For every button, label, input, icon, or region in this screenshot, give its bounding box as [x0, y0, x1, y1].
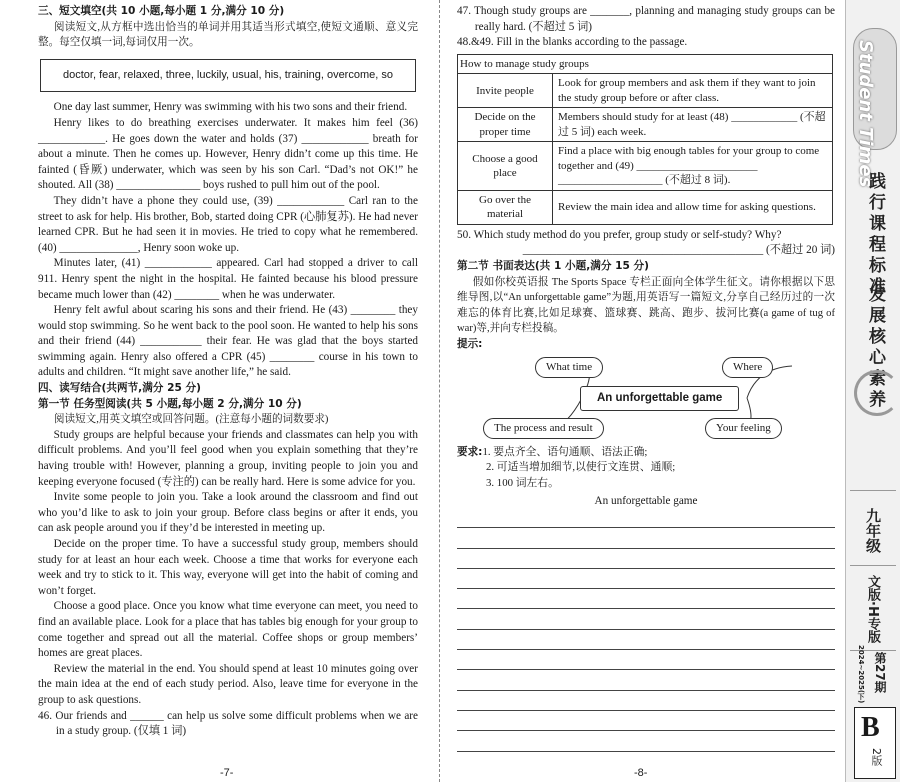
- table-header: How to manage study groups: [458, 54, 833, 74]
- mind-map: [457, 356, 835, 441]
- slogan-1: 践行课程标准: [865, 172, 885, 298]
- section-4-1-instructions: 阅读短文,用英文填空或回答问题。(注意每小题的词数要求): [53, 414, 329, 426]
- edition-label: 文版·H专版: [865, 575, 880, 643]
- cloze-paragraph: Minutes later, (41) ____________ appeared. Carl had stopped a driver to call 911. Henry spent the night in the hospital. He fainted because his blood pressure became much lower than (42) ________ when he was underwater.: [38, 257, 418, 301]
- section-4-title: 四、读写结合(共两节,满分 25 分): [38, 382, 201, 395]
- section-4-2-title: 第二节 书面表达(共 1 小题,满分 15 分): [457, 259, 649, 272]
- sidebar-divider: [850, 565, 896, 566]
- table-step: Decide on the proper time: [458, 108, 553, 142]
- table-row: [458, 142, 833, 191]
- table-row: [458, 108, 833, 142]
- word-box: doctor, fear, relaxed, three, luckily, usual, his, training, overcome, so: [40, 59, 416, 93]
- mind-map-process: The process and result: [483, 418, 604, 440]
- table-step: Go over the material: [458, 190, 553, 224]
- requirement-item: 2. 可适当增加细节,以使行文连贯、通顺;: [486, 461, 676, 474]
- page-divider: [439, 0, 440, 782]
- section-4-2-instructions: 假如你校英语报 The Sports Space 专栏正面向全体学生征文。请你根据以下思维导图,以“An unforgettable game”为题,用英语写一篇短文,分享自己经历过的一次难忘的体育比赛,比如足球赛、篮球赛、跳高、跑步、拔河比赛(a game of tug of war)等,并向专栏投稿。: [457, 276, 835, 335]
- writing-area[interactable]: [457, 508, 835, 752]
- table-row: [458, 74, 833, 108]
- section-3-title: 三、短文填空(共 10 小题,每小题 1 分,满分 10 分): [38, 5, 285, 17]
- section-3-instructions: 阅读短文,从方框中选出恰当的单词并用其适当形式填空,使短文通顺、意义完整。每空仅填一词,每词仅用一次。: [38, 21, 418, 49]
- table-step: Invite people: [458, 74, 553, 108]
- table-row: [458, 190, 833, 224]
- slogan-2: 发展核心素养: [865, 285, 885, 411]
- cloze-passage: [38, 100, 418, 381]
- page-number-right: -8-: [634, 767, 648, 779]
- study-group-table: [457, 54, 833, 225]
- question-50: 50. Which study method do you prefer, group study or self-study? Why?: [457, 228, 782, 241]
- reading-paragraph: Decide on the proper time. To have a successful study group, members should study for at least an hour each week. Choose a time that works for everyone each week and try to stick to it. This way, everyone will get into the habit of coming and won’t forget.: [38, 538, 418, 597]
- right-page: [457, 4, 835, 510]
- mind-map-feeling: Your feeling: [705, 418, 782, 440]
- essay-title: An unforgettable game: [594, 495, 698, 508]
- year-label: 2024~2025(下): [857, 645, 865, 704]
- page-number-left: -7-: [220, 767, 234, 779]
- table-detail: Review the main idea and allow time for asking questions.: [553, 190, 833, 224]
- section-4-1-title: 第一节 任务型阅读(共 5 小题,每小题 2 分,满分 10 分): [38, 397, 302, 410]
- sidebar-divider: [850, 490, 896, 491]
- reading-paragraph: Study groups are helpful because your friends and classmates can help you with difficult problems. And you’ll feel good when you explain something that they’re having trouble with! However, planning a group, inviting people to join you and keeping everyone focused (专注的) can be really hard. Here is some advice for you.: [38, 428, 418, 488]
- reading-paragraph: Choose a good place. Once you know what time everyone can meet, you need to find an available place. Look for a place that has tables big enough for your group to come together and spread out all the material. Coffee shops or group members’ homes are great places.: [38, 600, 418, 660]
- table-detail: Find a place with big enough tables for your group to come together and (49) ______________________ ___________________ (不超过 8 词).: [553, 142, 833, 191]
- question-46: 46. Our friends and ______ can help us solve some difficult problems when we are in a study group. (仅填 1 词): [38, 709, 418, 738]
- decorative-swirl-icon: [854, 370, 900, 416]
- section-suffix: 2版: [870, 748, 883, 766]
- reading-paragraph: Review the material in the end. You should spend at least 10 minutes going over the main idea at the end of each study period. Also, leave time for everyone in the group to ask questions.: [38, 662, 418, 706]
- mind-map-center: An unforgettable game: [580, 386, 739, 412]
- hint-label: 提示:: [457, 337, 483, 350]
- issue-label: 第27期: [873, 652, 887, 693]
- table-detail: Members should study for at least (48) ____________ (不超过 5 词) each week.: [553, 108, 833, 142]
- section-badge: [854, 707, 896, 779]
- requirements-label: 要求:: [457, 445, 483, 458]
- question-47: 47. Though study groups are _______, planning and managing study groups can be really hard. (不超过 5 词): [457, 5, 835, 33]
- left-page: [38, 4, 418, 740]
- logo-text: Student Times: [855, 40, 876, 188]
- requirements: [457, 445, 835, 492]
- reading-paragraph: Invite some people to join you. Take a look around the classroom and find out who you’d like to ask to join your group. Before class begins or after it ends, you can ask people around you if they’d be interested in meeting up.: [38, 491, 418, 535]
- requirement-item: 3. 100 词左右。: [486, 476, 559, 489]
- question-50-answer-line: ___________________________________________ (不超过 20 词): [522, 244, 835, 257]
- requirement-item: 1. 要点齐全、语句通顺、语法正确;: [482, 445, 648, 458]
- reading-passage: [38, 428, 418, 709]
- table-step: Choose a good place: [458, 142, 553, 191]
- cloze-paragraph: Henry likes to do breathing exercises underwater. It makes him feel (36) ____________. He goes down the water and holds (37) ____________ breath for about a minute. Then he comes up. However, Henry didn’t come up this time. He fainted (昏厥) underwater, which was seen by his son Carl. “Dad’s not OK!” he shouted. All (38) _______________ boys rushed to pull him out of the pool.: [38, 116, 418, 192]
- cloze-paragraph: One day last summer, Henry was swimming with his two sons and their friend.: [53, 101, 408, 114]
- newspaper-sidebar: [845, 0, 900, 782]
- mind-map-what-time: What time: [535, 357, 603, 379]
- grade-label: 九年级: [864, 508, 882, 553]
- mind-map-where: Where: [722, 357, 773, 379]
- table-detail: Look for group members and ask them if they want to join the study group before or after class.: [553, 74, 833, 108]
- cloze-paragraph: Henry felt awful about scaring his sons and their friend. He (43) ________ they would stop swimming. So he went back to the pool soon. He wanted to help his sons and their friend (44) ___________ their fear. He was glad that the boys started swimming again. Henry also offered a CPR (45) ________ course in his town to adults and children. “It might save another life,” he said.: [38, 304, 418, 379]
- section-letter: B: [861, 712, 880, 743]
- question-48-49: 48.&49. Fill in the blanks according to the passage.: [457, 36, 688, 49]
- cloze-paragraph: They didn’t have a phone they could use, (39) ____________ Carl ran to the street to ask for help. His brother, Bob, started doing CPR (心肺复苏). He had never learned CPR. But he had seen it in movies. He tried to copy what he remembered. (40) ______________, Henry soon woke up.: [38, 194, 418, 254]
